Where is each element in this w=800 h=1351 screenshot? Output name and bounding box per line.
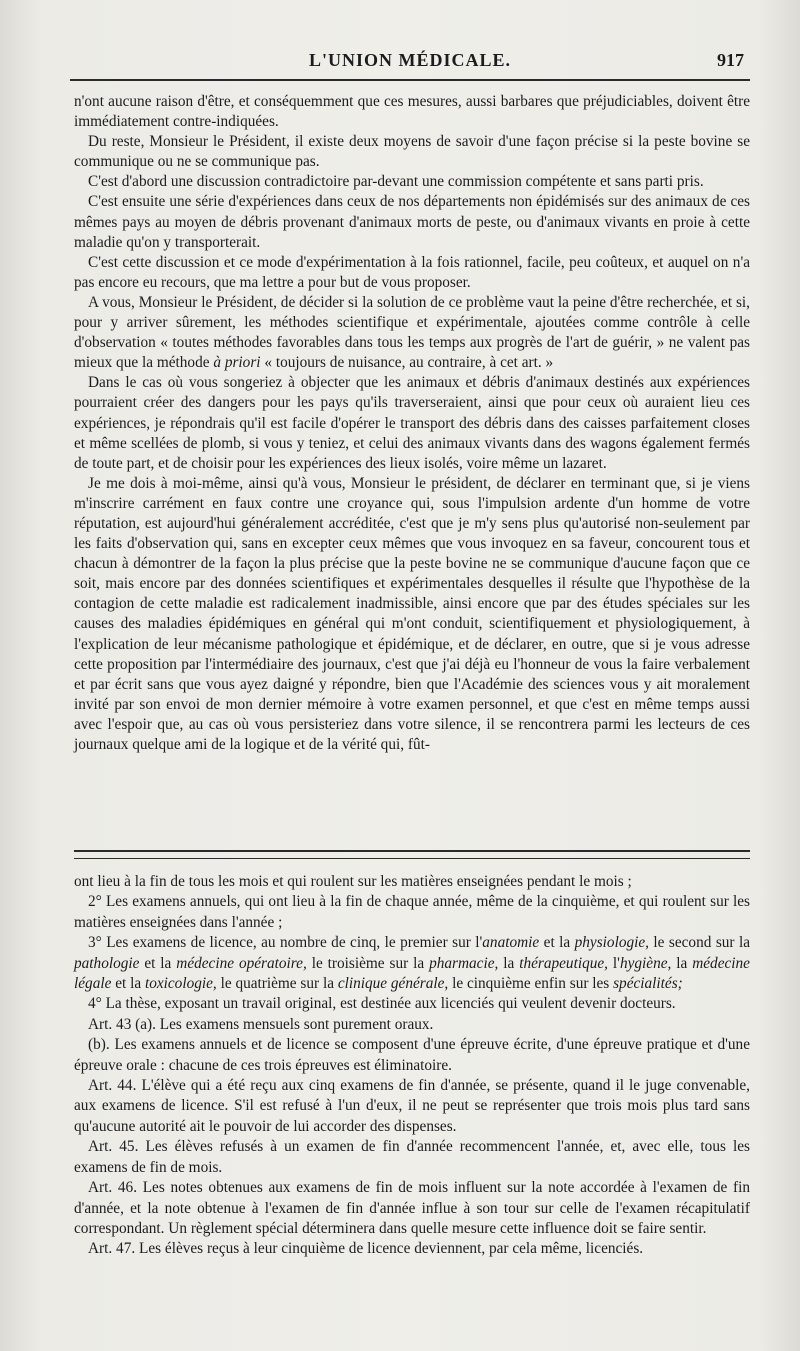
paragraph: Du reste, Monsieur le Président, il existe deux moyens de savoir d'une façon précise si la peste bovine se communique ou ne se communique pas. [74, 133, 750, 171]
journal-title: L'UNION MÉDICALE. [308, 50, 512, 70]
italic-term: clinique générale, [337, 975, 449, 993]
text-span: et la [139, 954, 177, 972]
article-text: L'élève qui a été reçu aux cinq examens de fin d'année, se présente, quand il le juge convenable, aux examens de licence. S'il est refusé à l'un d'eux, il ne peut se représenter que trois mois plus tard sans qu'aucune autorité ait le pouvoir de lui accorder des dispenses. [74, 1077, 750, 1135]
italic-term: pharmacie, [429, 954, 499, 972]
article-label: Art. 43 (a). [88, 1015, 156, 1033]
article-label: (b). [88, 1036, 110, 1054]
italic-term: pathologie [74, 954, 140, 972]
letter-text [74, 92, 750, 755]
italic-term: hygiène, [619, 954, 672, 972]
text-span: 3° Les examens de licence, au nombre de cinq, le premier sur l' [88, 934, 483, 952]
text-span: le cinquième enfin sur les [448, 975, 614, 993]
article-43a [74, 1015, 750, 1035]
article-text: Les examens annuels et de licence se composent d'une épreuve écrite, d'une épreuve pratique et d'une épreuve orale : chacune de ces trois épreuves est éliminatoire. [74, 1036, 750, 1074]
text-span: l' [608, 954, 620, 972]
article-text: Les examens mensuels sont purement oraux. [159, 1015, 434, 1033]
paragraph-text: « toujours de nuisance, au contraire, à cet art. » [264, 354, 554, 372]
section-separator [74, 850, 750, 859]
article-45 [74, 1137, 750, 1178]
paragraph: Je me dois à moi-même, ainsi qu'à vous, Monsieur le président, de déclarer en terminant que, si je viens m'inscrire carrément en faux contre une croyance qui, sous l'impulsion ardente d'un homme de votre réputation, est aujourd'hui généralement accréditée, c'est que je m'y sens plus qu'autorisé non-seulement par les faits d'observation qui, sans en excepter ceux mêmes que vous invoquez en sa faveur, concourent tous et chacun à démontrer de la façon la plus précise que la peste bovine ne se communique d'aucune façon que ce soit, mais encore par des données scientifiques et expérimentales desquelles il résulte que l'hypothèse de la contagion de cette maladie est radicalement inadmissible, ainsi encore que par des études spéciales sur les causes des maladies épidémiques en général qui m'ont conduit, scientifiquement et physiologiquement, à l'explication de leur mécanisme pathologique et épidémique, et de déclarer, en outre, que si je vous adresse cette proposition par l'intermédiaire des journaux, c'est que j'ai déjà eu l'honneur de vous la faire verbalement et par écrit sans que vous ayez daigné y répondre, bien que l'Académie des sciences vous y ait moralement invité par son envoi de mon dernier mémoire à votre examen personnel, et que c'est en même temps aussi avec l'espoir que, au cas où vous persisteriez dans votre silence, il se rencontrera parmi les lecteurs de ces journaux quelque ami de la logique et de la vérité qui, fût- [74, 474, 750, 753]
italic-term: anatomie [482, 934, 540, 952]
text-span: et la [539, 934, 575, 952]
italic-term: toxicologie, [144, 975, 217, 993]
italic-term: spécialités; [613, 975, 683, 993]
header-rule [70, 79, 750, 81]
article-text: Les élèves reçus à leur cinquième de licence deviennent, par cela même, licenciés. [139, 1240, 644, 1258]
paragraph: C'est cette discussion et ce mode d'expérimentation à la fois rationnel, facile, peu coûteux, et auquel on n'a pas encore eu recours, que ma lettre a pour but de vous proposer. [74, 253, 750, 291]
text-span: le second sur la [648, 934, 750, 952]
paragraph: 2° Les examens annuels, qui ont lieu à la fin de chaque année, même de la cinquième, et qui roulent sur les matières enseignées dans l'année ; [74, 893, 750, 931]
article-label: Art. 47. [88, 1240, 136, 1258]
italic-term: à priori [213, 354, 261, 372]
paragraph: C'est ensuite une série d'expériences dans ceux de nos départements non épidémisés sur des animaux de ces mêmes pays au moyen de débris provenant d'animaux morts de peste, ou d'animaux vivants en proie à cette maladie qu'on y transporterait. [74, 193, 750, 251]
article-43b [74, 1035, 750, 1076]
text-span: et la [111, 975, 145, 993]
text-span: le troisième sur la [306, 954, 430, 972]
text-span: la [498, 954, 520, 972]
paragraph: n'ont aucune raison d'être, et conséquemment que ces mesures, aussi barbares que préjudiciables, doivent être immédiatement contre-indiquées. [74, 93, 750, 131]
paragraph: C'est d'abord une discussion contradictoire par-devant une commission compétente et sans parti pris. [88, 173, 704, 191]
regulation-text [74, 872, 750, 1260]
italic-term: médecine opératoire, [176, 954, 307, 972]
article-47 [74, 1239, 750, 1259]
page-number: 917 [717, 50, 744, 70]
italic-term: thérapeutique, [519, 954, 608, 972]
article-text: Les notes obtenues aux examens de fin de mois influent sur la note accordée à l'examen de fin d'année, et la note obtenue à l'examen de fin d'année influe à son tour sur celle de l'examen récapitulatif correspondant. Un règlement spécial déterminera dans quelle mesure cette influence doit se faire sentir. [74, 1179, 750, 1237]
text-span: le quatrième sur la [216, 975, 338, 993]
article-44 [74, 1076, 750, 1137]
paragraph-text: A vous, Monsieur le Président, de décider si la solution de ce problème vaut la peine d'être recherchée, et si, pour y arriver sûrement, les méthodes scientifique et expérimentale, ajoutées comme contrôle à celle d'observation « toutes méthodes favorables dans tous les temps aux progrès de l'art de guérir, » ne valent pas mieux que la méthode [74, 293, 750, 372]
article-label: Art. 46. [88, 1179, 138, 1197]
paragraph: ont lieu à la fin de tous les mois et qui roulent sur les matières enseignées pendant le mois ; [74, 873, 632, 890]
paragraph [74, 933, 750, 994]
article-46 [74, 1178, 750, 1239]
running-header [70, 46, 750, 76]
text-span: la [671, 954, 693, 972]
italic-term: physiologie, [574, 934, 649, 952]
italic-term: médecine légale [74, 954, 750, 993]
paragraph [74, 293, 750, 373]
article-text: Les élèves refusés à un examen de fin d'année recommencent l'année, et, avec elle, tous les examens de fin de mois. [74, 1138, 750, 1176]
article-label: Art. 44. [88, 1077, 137, 1095]
paragraph: Dans le cas où vous songeriez à objecter que les animaux et débris d'animaux destinés aux expériences pourraient créer des dangers pour les pays qu'ils traverseraient, ainsi que pour ceux où auraient lieu ces expériences, je répondrais qu'il est facile d'opérer le transport des débris dans des caisses parfaitement closes et même scellées de plomb, si vous y teniez, et celui des animaux vivants dans des wagons également fermés de toute part, et de choisir pour les expériences des lieux isolés, voire même un lazaret. [74, 374, 750, 472]
paragraph: 4° La thèse, exposant un travail original, est destinée aux licenciés qui veulent devenir docteurs. [88, 995, 676, 1013]
article-label: Art. 45. [88, 1138, 139, 1156]
